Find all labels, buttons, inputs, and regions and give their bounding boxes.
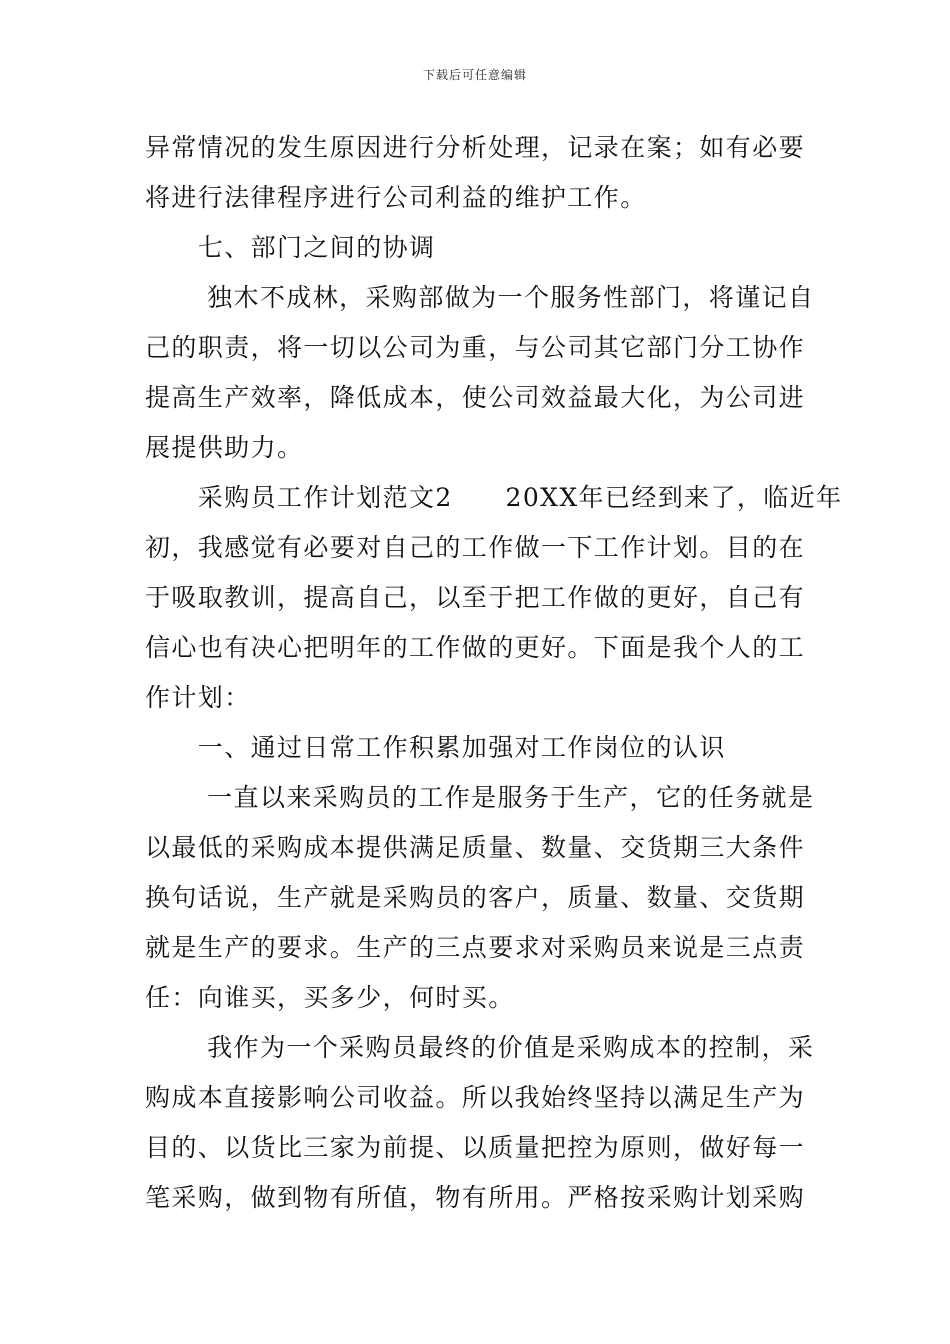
body-line: 于吸取教训，提高自己，以至于把工作做的更好，自己有: [145, 583, 806, 612]
body-line: 以最低的采购成本提供满足质量、数量、交货期三大条件: [145, 833, 806, 862]
body-line: 己的职责，将一切以公司为重，与公司其它部门分工协作: [145, 333, 806, 362]
body-line: 任：向谁买，买多少，何时买。: [145, 983, 515, 1012]
page-header: 下载后可任意编辑: [422, 68, 527, 82]
body-line: 提高生产效率，降低成本，使公司效益最大化，为公司进: [145, 383, 806, 412]
body-line: 购成本直接影响公司收益。所以我始终坚持以满足生产为: [145, 1083, 806, 1112]
body-line: 目的、以货比三家为前提、以质量把控为原则，做好每一: [145, 1133, 806, 1162]
body-line: 异常情况的发生原因进行分析处理，记录在案；如有必要: [145, 133, 806, 162]
body-line: 展提供助力。: [145, 433, 304, 462]
body-line: 我作为一个采购员最终的价值是采购成本的控制，采: [145, 1033, 815, 1062]
body-line: 信心也有决心把明年的工作做的更好。下面是我个人的工: [145, 633, 806, 662]
body-line: 一直以来采购员的工作是服务于生产，它的任务就是: [145, 783, 815, 812]
section-heading: 七、部门之间的协调: [145, 233, 436, 262]
body-line: 换句话说，生产就是采购员的客户，质量、数量、交货期: [145, 883, 806, 912]
body-line: 作计划：: [145, 683, 251, 712]
body-line: 初，我感觉有必要对自己的工作做一下工作计划。目的在: [145, 533, 806, 562]
body-line: 独木不成林，采购部做为一个服务性部门，将谨记自: [145, 283, 815, 312]
section-heading: 一、通过日常工作积累加强对工作岗位的认识: [145, 733, 726, 762]
body-line: 将进行法律程序进行公司利益的维护工作。: [145, 183, 647, 212]
body-line: 采购员工作计划范文2 20XX年已经到来了，临近年: [145, 483, 843, 512]
body-line: 就是生产的要求。生产的三点要求对采购员来说是三点责: [145, 933, 806, 962]
body-line: 笔采购，做到物有所值，物有所用。严格按采购计划采购: [145, 1183, 806, 1212]
